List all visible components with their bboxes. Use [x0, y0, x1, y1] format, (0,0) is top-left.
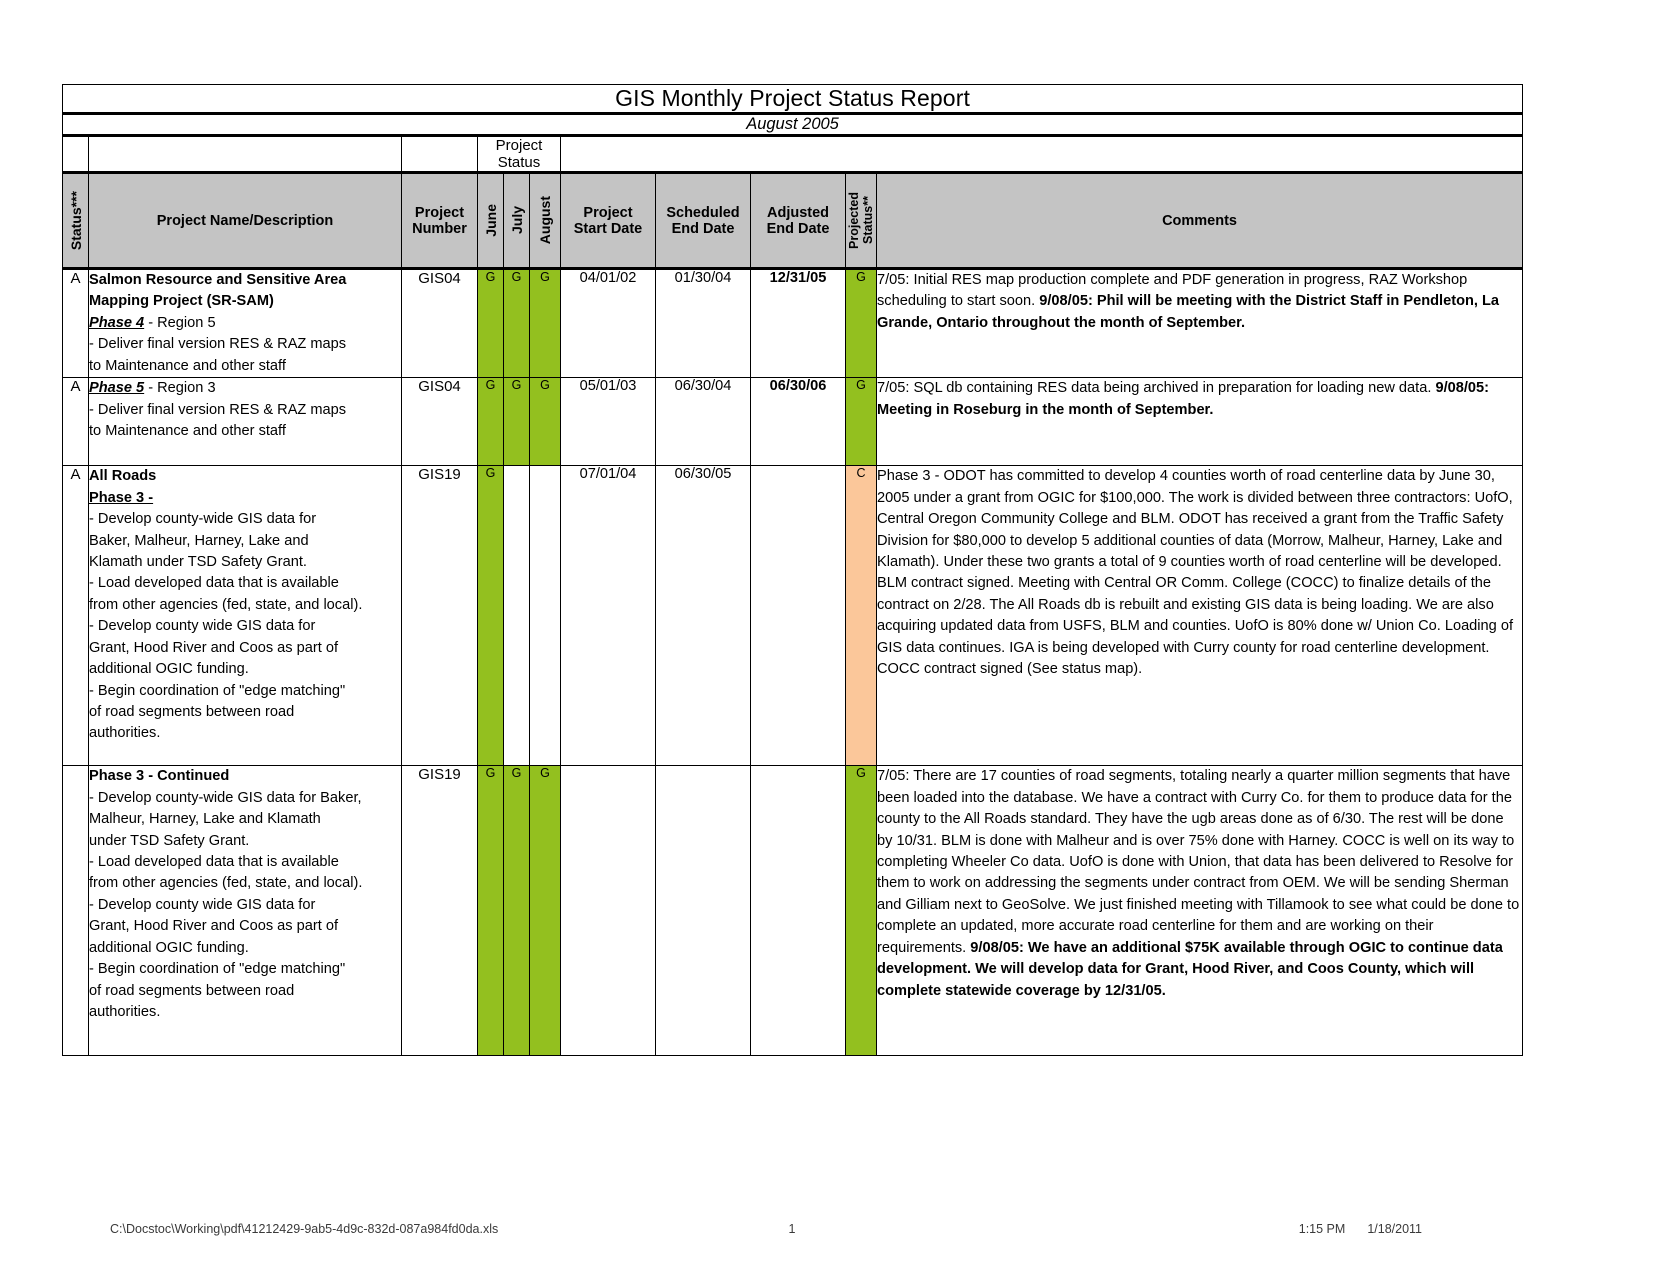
- row-scheduled-end-date: 06/30/05: [656, 466, 751, 766]
- gis-status-table: [62, 84, 1523, 1056]
- row-scheduled-end-date: [656, 766, 751, 1056]
- description-line: - Develop county-wide GIS data for Baker,: [89, 789, 362, 806]
- footer-date: 1/18/2011: [1367, 1222, 1422, 1236]
- col-header-project-number-l1: Project: [414, 204, 465, 221]
- row-projected-status: G: [846, 378, 877, 466]
- description-line: [89, 766, 401, 787]
- col-header-june-label: June: [482, 204, 499, 237]
- description-emphasis: Phase 5: [89, 380, 145, 397]
- row-start-date: 07/01/04: [561, 466, 656, 766]
- col-header-project-number-l2: Number: [412, 220, 467, 237]
- table-row[interactable]: [63, 766, 1523, 1056]
- col-header-comments: Comments: [877, 173, 1523, 269]
- description-line: [89, 291, 401, 312]
- row-status: [63, 766, 89, 1056]
- description-line: to Maintenance and other staff: [89, 357, 286, 374]
- row-status-july: G: [504, 378, 530, 466]
- row-status-june: G: [478, 378, 504, 466]
- row-comments: [877, 269, 1523, 378]
- description-line: under TSD Safety Grant.: [89, 832, 250, 849]
- description-line: [89, 488, 401, 509]
- description-line: of road segments between road: [89, 704, 295, 720]
- comment-text: 7/05: There are 17 counties of road segments, totaling nearly a quarter million segments that have been loaded into the database. We have a contract with Curry Co. for them to produce data for the county to the All Roads standard. They have the ugb areas done as of 6/30. The rest will be done by 10/31. BLM is done with Malheur and is over 75% done with Harney. COCC is well on its way to completing Wheeler Co data. UofO is done with Union, that data has been delivered to Resolve for them to work on addressing the segments under contract from OEM. We will be sending Sherman and Gilliam next to GeoSolve. We just finished meeting with Tillamook to see what could be done to complete an updated, more accurate road centerline for them and are working on their requirements.: [877, 768, 1520, 956]
- row-status-august: G: [530, 269, 561, 378]
- col-header-projected-l1: Projected: [847, 192, 861, 249]
- row-project-number: GIS19: [402, 766, 478, 1056]
- comment-highlight: 9/08/05: We have an additional $75K available through OGIC to continue data development. We will develop data for Grant, Hood River, and Coos County, which will complete statewide coverage by 12/31/05.: [877, 939, 1503, 999]
- description-line: Grant, Hood River and Coos as part of: [89, 639, 339, 656]
- row-status: A: [63, 378, 89, 466]
- group-blank-right: [561, 136, 1523, 173]
- column-header-row: [63, 173, 1523, 269]
- col-header-scheduled-l1: Scheduled: [666, 204, 740, 221]
- row-status-june: G: [478, 466, 504, 766]
- row-scheduled-end-date: 01/30/04: [656, 269, 751, 378]
- row-status-august: G: [530, 378, 561, 466]
- row-project-description: [89, 466, 402, 766]
- description-line: Phase 4 - Region 5: [89, 314, 216, 331]
- row-status-july: G: [504, 269, 530, 378]
- description-emphasis: All Roads: [89, 468, 157, 485]
- description-line: - Deliver final version RES & RAZ maps: [89, 401, 347, 418]
- description-line: additional OGIC funding.: [89, 939, 249, 956]
- description-line: to Maintenance and other staff: [89, 423, 286, 440]
- description-line: - Begin coordination of "edge matching": [89, 961, 346, 978]
- description-emphasis: Mapping Project (SR-SAM): [89, 293, 274, 310]
- description-line: [89, 270, 401, 291]
- description-line: of road segments between road: [89, 982, 295, 999]
- report-table-container: [62, 84, 1522, 1056]
- row-projected-status: G: [846, 269, 877, 378]
- description-line: - Load developed data that is available: [89, 853, 339, 870]
- description-line: authorities.: [89, 1004, 161, 1020]
- row-project-number: GIS04: [402, 378, 478, 466]
- group-blank-status: [63, 136, 89, 173]
- title-row: [63, 85, 1523, 114]
- description-line: Malheur, Harney, Lake and Klamath: [89, 811, 321, 828]
- group-blank-name: [89, 136, 402, 173]
- subtitle-row: [63, 114, 1523, 136]
- row-start-date: 04/01/02: [561, 269, 656, 378]
- june-header-rotator: [478, 175, 503, 267]
- col-header-july-label: July: [508, 206, 525, 235]
- col-header-project-start-date: [561, 173, 656, 269]
- description-emphasis: Salmon Resource and Sensitive Area: [89, 272, 347, 288]
- footer-timestamp: [1299, 1222, 1422, 1236]
- table-row[interactable]: [63, 466, 1523, 766]
- page-footer: [62, 1222, 1522, 1244]
- description-line: Baker, Malheur, Harney, Lake and: [89, 532, 309, 549]
- footer-file-path: C:\Docstoc\Working\pdf\41212429-9ab5-4d9c-832d-087a984fd0da.xls: [110, 1222, 499, 1236]
- status-header-rotator: [63, 175, 88, 267]
- comment-text: 7/05: Initial RES map production complete and PDF generation in progress, RAZ Workshop scheduling to start soon.: [877, 272, 1468, 310]
- row-scheduled-end-date: 06/30/04: [656, 378, 751, 466]
- group-header-project-status: Project Status: [478, 136, 561, 173]
- description-line: [89, 466, 401, 487]
- description-line: additional OGIC funding.: [89, 661, 249, 678]
- table-row[interactable]: [63, 378, 1523, 466]
- row-projected-status: G: [846, 766, 877, 1056]
- description-line: from other agencies (fed, state, and local).: [89, 596, 363, 613]
- row-adjusted-end-date: [751, 766, 846, 1056]
- row-project-description: [89, 269, 402, 378]
- description-emphasis: Phase 3 - Continued: [89, 768, 230, 785]
- page-title: GIS Monthly Project Status Report: [63, 85, 1523, 114]
- description-line: from other agencies (fed, state, and local).: [89, 875, 363, 892]
- col-header-scheduled-end-date: [656, 173, 751, 269]
- description-line: - Begin coordination of "edge matching": [89, 682, 346, 699]
- row-adjusted-end-date: 12/31/05: [751, 269, 846, 378]
- description-emphasis: Phase 4: [89, 314, 145, 331]
- col-header-projected-status: [846, 173, 877, 269]
- col-header-status: [63, 173, 89, 269]
- row-project-number: GIS04: [402, 269, 478, 378]
- projected-header-rotator: [846, 175, 876, 267]
- table-row[interactable]: [63, 269, 1523, 378]
- july-header-rotator: [504, 175, 529, 267]
- footer-time: 1:15 PM: [1298, 1222, 1346, 1236]
- row-status-june: G: [478, 766, 504, 1056]
- row-status-august: [530, 466, 561, 766]
- col-header-adjusted-end-date: [751, 173, 846, 269]
- row-start-date: [561, 766, 656, 1056]
- row-projected-status: C: [846, 466, 877, 766]
- comment-text: 7/05: SQL db containing RES data being archived in preparation for loading new data.: [877, 380, 1436, 397]
- description-line: Klamath under TSD Safety Grant.: [89, 553, 307, 570]
- description-line: - Develop county wide GIS data for: [89, 618, 316, 635]
- col-header-projected-label: [847, 192, 875, 249]
- col-header-june: [478, 173, 504, 269]
- row-comments: [877, 466, 1523, 766]
- august-header-rotator: [530, 175, 560, 267]
- col-header-project-number: [402, 173, 478, 269]
- col-header-august: [530, 173, 561, 269]
- row-status-june: G: [478, 269, 504, 378]
- comment-highlight: 9/08/05: Phil will be meeting with the District Staff in Pendleton, La Grande, Ontario throughout the month of September.: [877, 293, 1500, 331]
- row-status-july: G: [504, 766, 530, 1056]
- description-line: - Deliver final version RES & RAZ maps: [89, 336, 347, 353]
- description-line: - Load developed data that is available: [89, 575, 339, 592]
- description-line: authorities.: [89, 725, 161, 742]
- row-comments: [877, 378, 1523, 466]
- description-line: Phase 5 - Region 3: [89, 380, 216, 397]
- row-status-august: G: [530, 766, 561, 1056]
- report-period: August 2005: [63, 114, 1523, 136]
- col-header-start-l2: Start Date: [573, 220, 643, 237]
- row-project-description: [89, 378, 402, 466]
- footer-page-number: 1: [788, 1222, 796, 1236]
- col-header-july: [504, 173, 530, 269]
- comment-highlight: 9/08/05: Meeting in Roseburg in the month of September.: [877, 380, 1490, 418]
- row-status: A: [63, 466, 89, 766]
- group-blank-number: [402, 136, 478, 173]
- col-header-august-label: August: [537, 196, 553, 245]
- col-header-scheduled-l2: End Date: [671, 220, 735, 237]
- row-adjusted-end-date: 06/30/06: [751, 378, 846, 466]
- row-project-number: GIS19: [402, 466, 478, 766]
- col-header-start-l1: Project: [583, 204, 633, 221]
- row-start-date: 05/01/03: [561, 378, 656, 466]
- col-header-project-name: Project Name/Description: [89, 173, 402, 269]
- description-line: Grant, Hood River and Coos as part of: [89, 918, 339, 935]
- col-header-status-label: Status***: [67, 190, 84, 251]
- description-line: - Develop county-wide GIS data for: [89, 511, 317, 528]
- row-comments: [877, 766, 1523, 1056]
- row-adjusted-end-date: [751, 466, 846, 766]
- row-status: A: [63, 269, 89, 378]
- row-project-description: [89, 766, 402, 1056]
- comment-text: Phase 3 - ODOT has committed to develop 4 counties worth of road centerline data by June 30, 2005 under a grant from OGIC for $100,000. The work is divided between three contractors: UofO, Central Oregon Community College and BLM. ODOT has received a grant from the Traffic Safety Division for $80,000 to develop 5 additional counties of data (Morrow, Malheur, Harney, Lake and Klamath). Under these two grants a total of 9 counties worth of road centerline will be developed. BLM contract signed. Meeting with Central OR Comm. College (COCC) to finalize details of the contract on 2/28. The All Roads db is rebuilt and existing GIS data is being loading. We are also acquiring updated data from USFS, BLM and counties. UofO is 80% done w/ Union Co. Loading of GIS data continues. IGA is being developed with Curry county for road centerline development. COCC contract signed (See status map).: [877, 468, 1514, 678]
- col-header-projected-l2: Status**: [861, 196, 875, 245]
- description-emphasis: Phase 3 -: [89, 489, 154, 506]
- group-header-row: [63, 136, 1523, 173]
- description-line: - Develop county wide GIS data for: [89, 896, 316, 913]
- row-status-july: [504, 466, 530, 766]
- col-header-adjusted-l2: End Date: [766, 220, 830, 237]
- col-header-adjusted-l1: Adjusted: [766, 204, 830, 221]
